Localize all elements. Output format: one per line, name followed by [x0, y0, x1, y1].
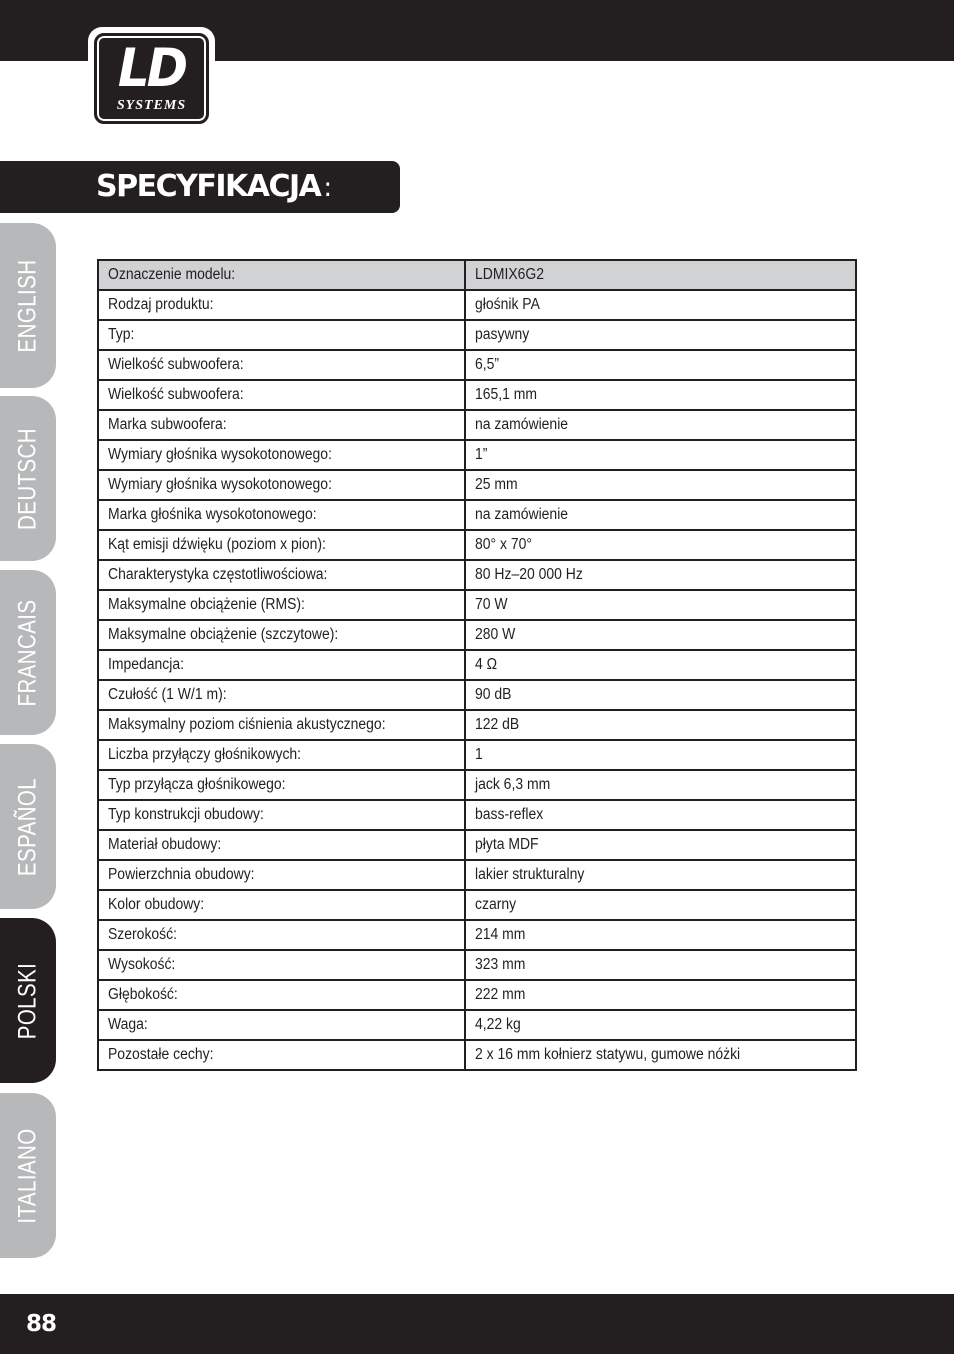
table-header-value: LDMIX6G2 — [465, 260, 856, 290]
spec-label-cell: Impedancja: — [98, 650, 465, 680]
tab-espanol-label: ESPAÑOL — [13, 777, 42, 876]
spec-value-cell: 80° x 70° — [465, 530, 856, 560]
table-row — [98, 410, 856, 440]
table-header-label: Oznaczenie modelu: — [98, 260, 465, 290]
spec-label-cell: Wielkość subwoofera: — [98, 380, 465, 410]
spec-value-cell: 222 mm — [465, 980, 856, 1010]
table-row — [98, 350, 856, 380]
spec-value-cell: 6,5” — [465, 350, 856, 380]
spec-label-cell: Szerokość: — [98, 920, 465, 950]
spec-label-cell: Wymiary głośnika wysokotonowego: — [98, 470, 465, 500]
tab-english[interactable] — [0, 223, 56, 388]
tab-italiano-label: ITALIANO — [13, 1127, 42, 1224]
spec-value-cell: 80 Hz–20 000 Hz — [465, 560, 856, 590]
spec-value-cell: 1” — [465, 440, 856, 470]
logo-main-text: LD — [117, 37, 186, 99]
table-row — [98, 830, 856, 860]
spec-label-cell: Wielkość subwoofera: — [98, 350, 465, 380]
table-row — [98, 680, 856, 710]
spec-value-cell: 280 W — [465, 620, 856, 650]
spec-label-cell: Charakterystyka częstotliwościowa: — [98, 560, 465, 590]
specification-table — [97, 259, 857, 1071]
table-row — [98, 620, 856, 650]
table-row — [98, 770, 856, 800]
table-row — [98, 710, 856, 740]
table-row — [98, 590, 856, 620]
page-number: 88 — [26, 1311, 57, 1337]
spec-label-cell: Rodzaj produktu: — [98, 290, 465, 320]
spec-value-cell: głośnik PA — [465, 290, 856, 320]
spec-label-cell: Powierzchnia obudowy: — [98, 860, 465, 890]
spec-value-cell: 122 dB — [465, 710, 856, 740]
spec-value-cell: 2 x 16 mm kołnierz statywu, gumowe nóżki — [465, 1040, 856, 1070]
table-row — [98, 980, 856, 1010]
spec-label-cell: Materiał obudowy: — [98, 830, 465, 860]
spec-value-cell: 25 mm — [465, 470, 856, 500]
spec-label-cell: Maksymalne obciążenie (szczytowe): — [98, 620, 465, 650]
spec-value-cell: 323 mm — [465, 950, 856, 980]
table-row — [98, 1010, 856, 1040]
spec-label-cell: Typ przyłącza głośnikowego: — [98, 770, 465, 800]
spec-label-cell: Pozostałe cechy: — [98, 1040, 465, 1070]
spec-label-cell: Waga: — [98, 1010, 465, 1040]
spec-label-cell: Wymiary głośnika wysokotonowego: — [98, 440, 465, 470]
spec-label-cell: Kąt emisji dźwięku (poziom x pion): — [98, 530, 465, 560]
table-row — [98, 920, 856, 950]
spec-value-cell: 70 W — [465, 590, 856, 620]
spec-value-cell: 4 Ω — [465, 650, 856, 680]
spec-label-cell: Marka głośnika wysokotonowego: — [98, 500, 465, 530]
spec-label-cell: Marka subwoofera: — [98, 410, 465, 440]
spec-value-cell: bass-reflex — [465, 800, 856, 830]
spec-value-cell: 214 mm — [465, 920, 856, 950]
spec-value-cell: 1 — [465, 740, 856, 770]
table-row — [98, 290, 856, 320]
ld-systems-logo — [88, 27, 215, 128]
table-row — [98, 470, 856, 500]
spec-value-cell: na zamówienie — [465, 410, 856, 440]
spec-value-cell: czarny — [465, 890, 856, 920]
tab-italiano[interactable] — [0, 1093, 56, 1258]
table-row — [98, 380, 856, 410]
tab-english-label: ENGLISH — [13, 259, 42, 352]
table-row — [98, 950, 856, 980]
tab-espanol[interactable] — [0, 744, 56, 909]
title-banner — [0, 161, 400, 213]
tab-deutsch-label: DEUTSCH — [13, 427, 42, 530]
spec-label-cell: Maksymalny poziom ciśnienia akustycznego: — [98, 710, 465, 740]
spec-value-cell: lakier strukturalny — [465, 860, 856, 890]
table-header-row — [98, 260, 856, 290]
page-title-colon: : — [323, 173, 333, 203]
tab-francais[interactable] — [0, 570, 56, 735]
spec-value-cell: 90 dB — [465, 680, 856, 710]
table-row — [98, 890, 856, 920]
table-row — [98, 560, 856, 590]
spec-label-cell: Kolor obudowy: — [98, 890, 465, 920]
spec-label-cell: Głębokość: — [98, 980, 465, 1010]
tab-deutsch[interactable] — [0, 396, 56, 561]
spec-value-cell: 165,1 mm — [465, 380, 856, 410]
table-row — [98, 740, 856, 770]
table-row — [98, 1040, 856, 1070]
spec-label-cell: Typ konstrukcji obudowy: — [98, 800, 465, 830]
spec-label-cell: Liczba przyłączy głośnikowych: — [98, 740, 465, 770]
bottom-bar — [0, 1294, 954, 1354]
table-row — [98, 440, 856, 470]
tab-francais-label: FRANCAIS — [13, 599, 42, 706]
logo-badge — [94, 33, 209, 124]
spec-value-cell: jack 6,3 mm — [465, 770, 856, 800]
spec-label-cell: Wysokość: — [98, 950, 465, 980]
page-title — [96, 161, 332, 213]
table-row — [98, 530, 856, 560]
table-row — [98, 860, 856, 890]
logo-sub-text: SYSTEMS — [116, 98, 187, 113]
table-row — [98, 320, 856, 350]
spec-label-cell: Typ: — [98, 320, 465, 350]
page-title-text: SPECYFIKACJA — [96, 169, 321, 204]
table-row — [98, 500, 856, 530]
spec-label-cell: Maksymalne obciążenie (RMS): — [98, 590, 465, 620]
tab-polski[interactable] — [0, 918, 56, 1083]
spec-value-cell: płyta MDF — [465, 830, 856, 860]
spec-value-cell: na zamówienie — [465, 500, 856, 530]
table-row — [98, 800, 856, 830]
spec-value-cell: pasywny — [465, 320, 856, 350]
spec-value-cell: 4,22 kg — [465, 1010, 856, 1040]
table-row — [98, 650, 856, 680]
tab-polski-label: POLSKI — [13, 962, 42, 1039]
spec-label-cell: Czułość (1 W/1 m): — [98, 680, 465, 710]
